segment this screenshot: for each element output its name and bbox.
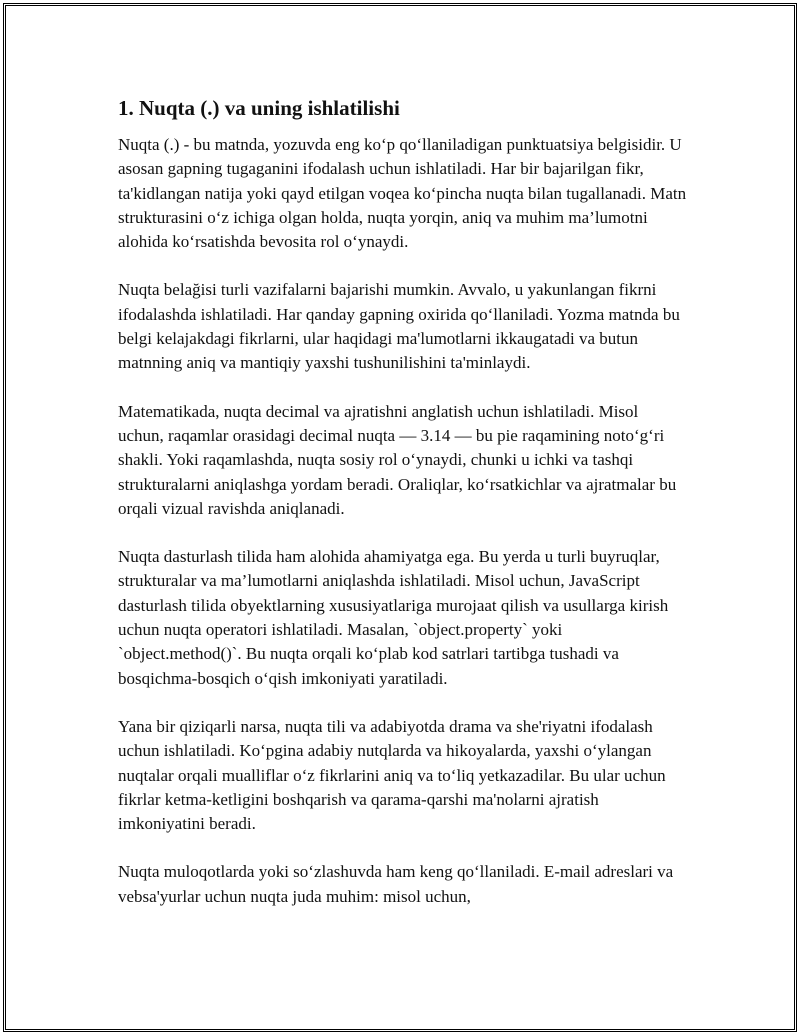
paragraph-1: Nuqta (.) - bu matnda, yozuvda eng ko‘p qo‘llaniladigan punktuatsiya belgisidir. U asosan gapning tugaganini ifodalash uchun ishlatiladi. Har bir bajarilgan fikr, ta'kidlangan natija yoki qayd etilgan voqea ko‘pincha nuqta bilan tugallanadi. Matn strukturasini o‘z ichiga olgan holda, nuqta yorqin, aniq va muhim ma’lumotni alohida ko‘rsatishda bevosita rol o‘ynaydi. — [118, 135, 687, 252]
document-title: 1. Nuqta (.) va uning ishlatilishi — [118, 96, 400, 120]
paragraph-6: Nuqta muloqotlarda yoki so‘zlashuvda ham keng qo‘llaniladi. E-mail adreslari va vebsa'yurlar uchun nuqta juda muhim: misol uchun, — [118, 862, 674, 906]
paragraph-5: Yana bir qiziqarli narsa, nuqta tili va adabiyotda drama va she'riyatni ifodalash uchun ishlatiladi. Ko‘pgina adabiy nutqlarda va hikoyalarda, yaxshi o‘ylangan nuqtalar orqali mualliflar o‘z fikrlarini aniq va to‘liq yetkazadilar. Bu ular uchun fikrlar ketma-ketligini boshqarish va qarama-qarshi ma'nolarni ajratish imkoniyatini beradi. — [118, 716, 666, 834]
paragraph-4: Nuqta dasturlash tilida ham alohida ahamiyatga ega. Bu yerda u turli buyruqlar, strukturalar va ma’lumotlarni aniqlashda ishlatiladi. Misol uchun, JavaScript dasturlash tilida obyektlarning xususiyatlariga murojaat qilish va usullarga kirish uchun nuqta operatori ishlatiladi. Masalan, `object.property` yoki `object.method()`. Bu nuqta orqali ko‘plab kod satrlari tartibga tushadi va bosqichma-bosqich o‘qish imkoniyati yaratiladi. — [118, 547, 669, 688]
paragraph-3: Matematikada, nuqta decimal va ajratishni anglatish uchun ishlatiladi. Misol uchun, raqamlar orasidagi decimal nuqta — 3.14 — bu pie raqamining noto‘g‘ri shakli. Yoki raqamlashda, nuqta sosiy rol o‘ynaydi, chunki u ichki va tashqi strukturalarni aniqlashga yordam beradi. Oraliqlar, ko‘rsatkichlar va ajratmalar bu orqali vizual ravishda aniqlanadi. — [118, 401, 677, 518]
document-body — [118, 95, 688, 933]
paragraph-2: Nuqta belağisi turli vazifalarni bajarishi mumkin. Avvalo, u yakunlangan fikrni ifodalashda ishlatiladi. Har qanday gapning oxirida qo‘llaniladi. Yozma matnda bu belgi kelajakdagi fikrlarni, ular haqidagi ma'lumotlarni ikkaugatadi va butun matnning aniq va mantiqiy yaxshi tushunilishini ta'minlaydi. — [118, 280, 680, 373]
